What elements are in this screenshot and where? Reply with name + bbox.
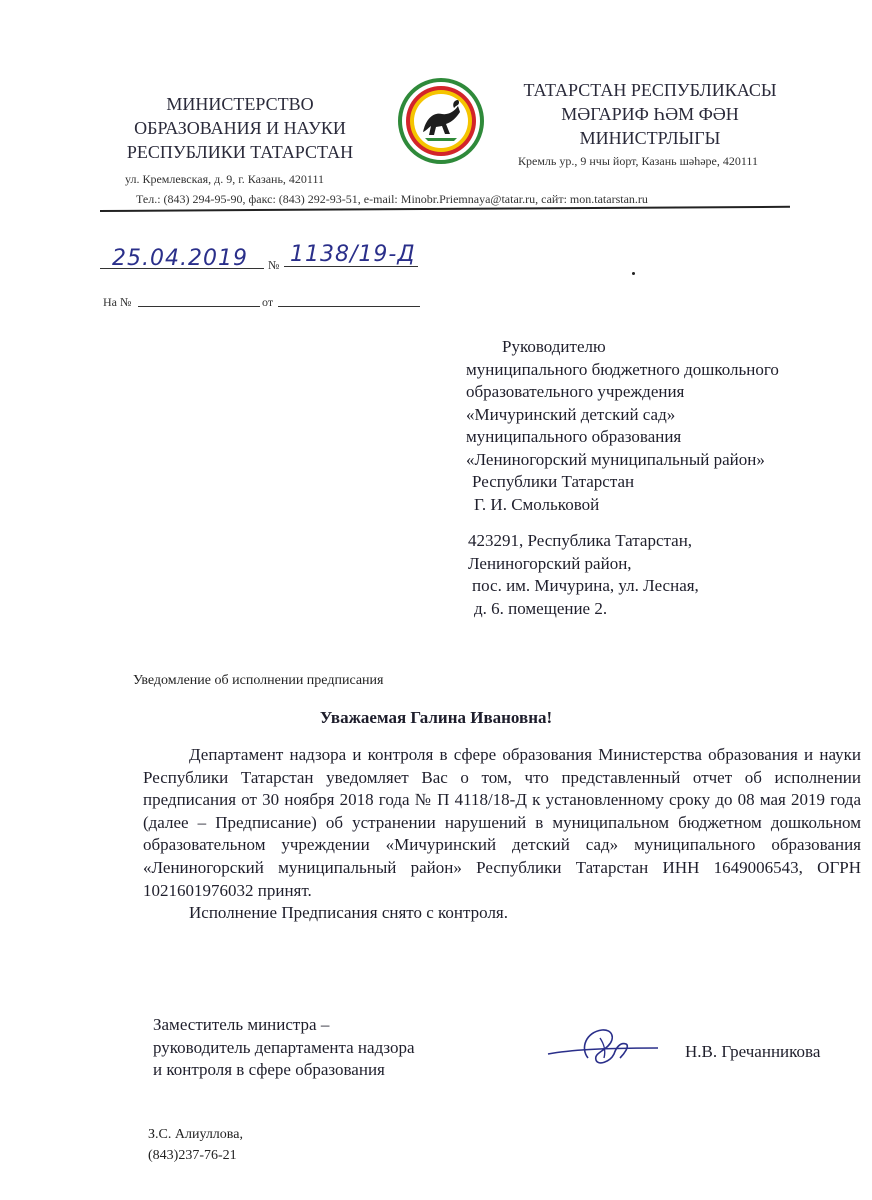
tatarstan-emblem-icon: [398, 78, 484, 164]
addressee-line: «Лениногорский муниципальный район»: [466, 449, 765, 469]
addressee-line: Республики Татарстан: [472, 472, 635, 491]
addressee-line: муниципального бюджетного дошкольного: [466, 359, 779, 379]
postal-line: пос. им. Мичурина, ул. Лесная,: [472, 576, 699, 595]
reference-number-underline: [138, 306, 260, 307]
executor-name: З.С. Алиуллова,: [148, 1127, 243, 1142]
ministry-contacts: Тел.: (843) 294-95-90, факс: (843) 292-93-51, e-mail: Minobr.Priemnaya@tatar.ru, сайт: mon.tatarstan.ru: [136, 192, 648, 206]
ministry-name-russian: [100, 92, 380, 164]
postal-line: Лениногорский район,: [468, 553, 632, 573]
signatory-title-line: руководитель департамента надзора: [153, 1037, 415, 1057]
executor-phone: (843)237-76-21: [148, 1148, 237, 1163]
body-paragraph-2: Исполнение Предписания снято с контроля.: [189, 903, 508, 923]
ministry-tt-line-2: МӘГАРИФ ҺӘМ ФӘН: [561, 104, 739, 124]
reference-date-underline: [278, 306, 420, 307]
ministry-ru-line-3: РЕСПУБЛИКИ ТАТАРСТАН: [126, 142, 354, 162]
greeting: Уважаемая Галина Ивановна!: [319, 708, 553, 727]
ministry-name-tatar: [500, 78, 800, 150]
ministry-tt-line-3: МИНИСТРЛЫГЫ: [579, 128, 721, 148]
addressee-block: [466, 336, 779, 516]
ministry-ru-line-1: МИНИСТЕРСТВО: [166, 94, 314, 114]
addressee-line: Руководителю: [502, 337, 606, 356]
body-paragraph-1: Департамент надзора и контроля в сфере образования Министерства образования и науки Республики Татарстан уведомляет Вас о том, что представленный отчет об исполнении предписания от 30 ноября 2018 года № П 4118/18-Д к установленному сроку до 08 мая 2019 года (далее – Предписание) об устранении нарушений в муниципальном бюджетном дошкольном образовательном учреждении «Мичуринский детский сад» муниципального образования «Лениногорский муниципальный район» Республики Татарстан ИНН 1649006543, ОГРН 1021601976032 принят.: [143, 745, 861, 900]
registration-number-label: №: [268, 258, 280, 272]
signatory-name: Н.В. Гречанникова: [685, 1042, 821, 1061]
signatory-title-line: и контроля в сфере образования: [153, 1060, 385, 1079]
addressee-line: «Мичуринский детский сад»: [466, 404, 676, 424]
executor-info: [148, 1124, 243, 1166]
handwritten-signature-icon: [540, 1018, 670, 1078]
ink-dot: [632, 272, 635, 275]
addressee-line: муниципального образования: [466, 427, 682, 446]
letter-body: [143, 744, 861, 925]
registration-number: 1138/19-Д: [290, 242, 416, 267]
ministry-tt-line-1: ТАТАРСТАН РЕСПУБЛИКАСЫ: [523, 80, 777, 100]
postal-line: 423291, Республика Татарстан,: [468, 531, 693, 550]
signatory-title: [153, 1014, 415, 1082]
ministry-ru-line-2: ОБРАЗОВАНИЯ И НАУКИ: [134, 118, 346, 138]
reference-date-label: от: [262, 295, 274, 309]
postal-line: д. 6. помещение 2.: [474, 598, 608, 618]
registration-date: 25.04.2019: [112, 246, 248, 271]
reference-number-label: На №: [103, 295, 132, 309]
ministry-address-tatar: Кремль ур., 9 нчы йорт, Казань шәһәре, 420111: [518, 154, 758, 168]
addressee-line: образовательного учреждения: [466, 382, 685, 401]
ministry-address-russian: ул. Кремлевская, д. 9, г. Казань, 420111: [125, 172, 325, 186]
addressee-line: Г. И. Смольковой: [474, 494, 600, 514]
signatory-title-line: Заместитель министра –: [153, 1015, 330, 1034]
letter-subject: Уведомление об исполнении предписания: [133, 673, 384, 688]
postal-address: [468, 530, 699, 620]
